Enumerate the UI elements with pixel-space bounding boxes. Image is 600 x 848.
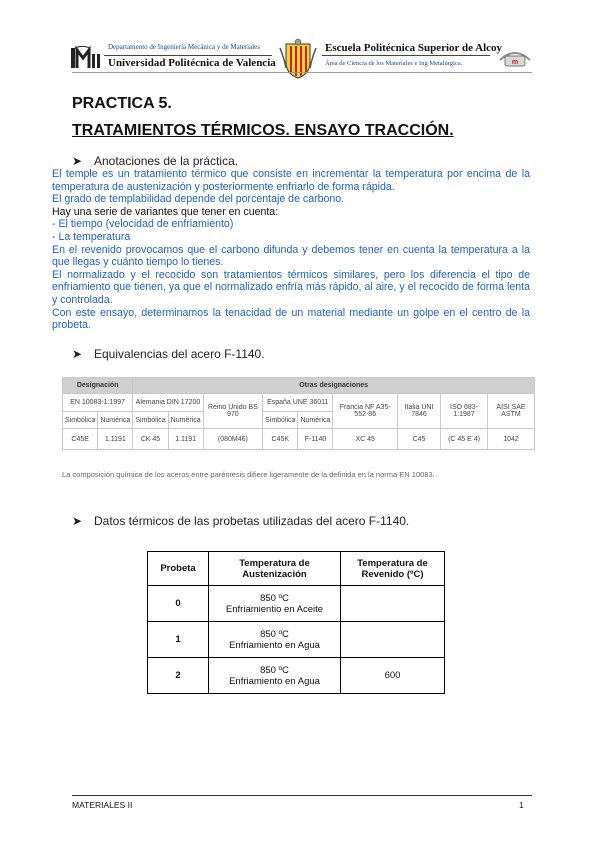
header-divider xyxy=(104,55,272,56)
equivalences-heading xyxy=(72,347,265,361)
cooling-method: Enfriamiento en Agua xyxy=(229,639,320,651)
equivalences-heading-text: Equivalencias del acero F-1140. xyxy=(94,347,265,361)
cooling-method: Enfriamientio en Aceite xyxy=(225,603,324,615)
practice-subject: TRATAMIENTOS TÉRMICOS. ENSAYO TRACCIÓN. xyxy=(72,122,454,139)
notes-line: En el revenido provocamos que el carbono difunda y debemos tener en cuenta la temperatura a la que llegas y cuánto tiempo lo tienes. xyxy=(52,243,530,269)
notes-line: El temple es un tratamiento térmico que consiste en incrementar la temperatura por encima de la temperatura de austenización y posteriormente enfriarlo de forma rápida. xyxy=(52,168,530,193)
arrow-bullet-icon: ➤ xyxy=(72,347,83,361)
table-row xyxy=(148,622,445,658)
table-row xyxy=(148,586,445,622)
header-divider xyxy=(322,55,490,56)
value-cell: (C 45 E 4) xyxy=(441,429,488,450)
subheader-numeric: Numérica xyxy=(298,412,333,429)
notes-body xyxy=(52,168,530,332)
value-cell: C45K xyxy=(263,429,298,450)
value-cell: 1042 xyxy=(488,429,535,450)
standard-uk: Reino Unido BS 970 xyxy=(203,394,262,429)
department-name: Departamento de Ingeniería Mecánica y de Materiales xyxy=(108,43,260,51)
svg-text:m: m xyxy=(511,59,519,66)
standard-iso: ISO 683-1:1987 xyxy=(441,394,488,429)
austenization-cell xyxy=(209,586,341,622)
subheader-numeric: Numérica xyxy=(98,412,133,429)
notes-heading-text: Anotaciones de la práctica. xyxy=(94,154,239,168)
notes-heading xyxy=(72,154,238,168)
subheader-symbolic: Simbólica xyxy=(263,412,298,429)
value-cell: F-1140 xyxy=(298,429,333,450)
probeta-id: 2 xyxy=(148,658,209,694)
austenization-cell xyxy=(209,622,341,658)
value-cell: C45E xyxy=(63,429,98,450)
designation-header: Designación xyxy=(63,378,133,394)
area-name: Área de Ciencia de los Materiales e Ing Metalúrgica. xyxy=(325,60,463,67)
probeta-id: 0 xyxy=(148,586,209,622)
value-cell: 1.1191 xyxy=(98,429,133,450)
temperature-value: 850 ºC xyxy=(260,592,289,604)
header-probeta: Probeta xyxy=(148,552,209,586)
other-designations-header: Otras designaciones xyxy=(133,378,535,394)
value-cell: XC 45 xyxy=(333,429,398,450)
page-number: 1 xyxy=(519,800,524,810)
austenization-cell xyxy=(209,658,341,694)
subheader-numeric: Numérica xyxy=(168,412,203,429)
notes-line: El grado de templabilidad depende del porcentaje de carbono. xyxy=(52,193,345,206)
table-row xyxy=(148,658,445,694)
dept-logo xyxy=(70,44,104,70)
thermal-table xyxy=(147,551,445,694)
revenido-value xyxy=(341,586,445,622)
standard-aisi: AISI SAE ASTM xyxy=(488,394,535,429)
header-revenido: Temperatura de Revenido (ºC) xyxy=(341,552,445,586)
notes-line: - El tiempo (velocidad de enfriamiento) xyxy=(52,218,234,231)
arrow-bullet-icon: ➤ xyxy=(72,154,83,168)
designations-table xyxy=(62,377,535,450)
arrow-bullet-icon: ➤ xyxy=(72,514,83,528)
notes-line: - La temperatura xyxy=(52,230,131,243)
cooling-method: Enfriamiento en Agua xyxy=(229,675,320,687)
probeta-id: 1 xyxy=(148,622,209,658)
header-bottom-rule xyxy=(72,72,532,73)
standard-germany: Alemania DIN 17200 xyxy=(133,394,203,412)
revenido-value xyxy=(341,622,445,658)
thermal-heading-text: Datos térmicos de las probetas utilizadas del acero F-1140. xyxy=(94,514,410,528)
standard-en: EN 10083-1:1997 xyxy=(63,394,133,412)
thermal-heading xyxy=(72,514,409,528)
header-austenization: Temperatura de Austenización xyxy=(209,552,341,586)
area-logo xyxy=(498,46,532,70)
designations-note: La composición química de los aceros entre paréntesis difiere ligeramente de la definida en la norma EN 10083. xyxy=(62,470,435,479)
course-name: MATERIALES II xyxy=(72,800,133,810)
standard-italy: Italia UNI 7846 xyxy=(397,394,440,429)
university-name: Universidad Politécnica de Valencia xyxy=(108,57,276,69)
temperature-value: 850 ºC xyxy=(260,664,289,676)
revenido-value: 600 xyxy=(341,658,445,694)
notes-line: Hay una serie de variantes que tener en cuenta: xyxy=(52,205,279,218)
practice-title: PRACTICA 5. xyxy=(72,95,172,112)
standard-france: Francia NF A35-552-86 xyxy=(333,394,398,429)
value-cell: (080M46) xyxy=(203,429,262,450)
footer-rule xyxy=(72,795,532,796)
notes-line: Con este ensayo, determinamos la tenacidad de un material mediante un golpe en el centro de la probeta. xyxy=(52,306,530,332)
crest-icon xyxy=(278,38,318,80)
standard-spain: España UNE 36011 xyxy=(263,394,333,412)
temperature-value: 850 ºC xyxy=(260,628,289,640)
subheader-symbolic: Simbólica xyxy=(63,412,98,429)
value-cell: CK 45 xyxy=(133,429,168,450)
school-name: Escuela Politécnica Superior de Alcoy xyxy=(325,42,503,54)
notes-line: El normalizado y el recocido son tratamientos térmicos similares, pero los diferencia el tipo de enfriamiento que tienen, ya que el normalizado enfría más rápido, al aire, y el recocido de forma lenta y controlada. xyxy=(52,268,530,306)
subheader-symbolic: Simbólica xyxy=(133,412,168,429)
value-cell: 1.1191 xyxy=(168,429,203,450)
value-cell: C45 xyxy=(397,429,440,450)
